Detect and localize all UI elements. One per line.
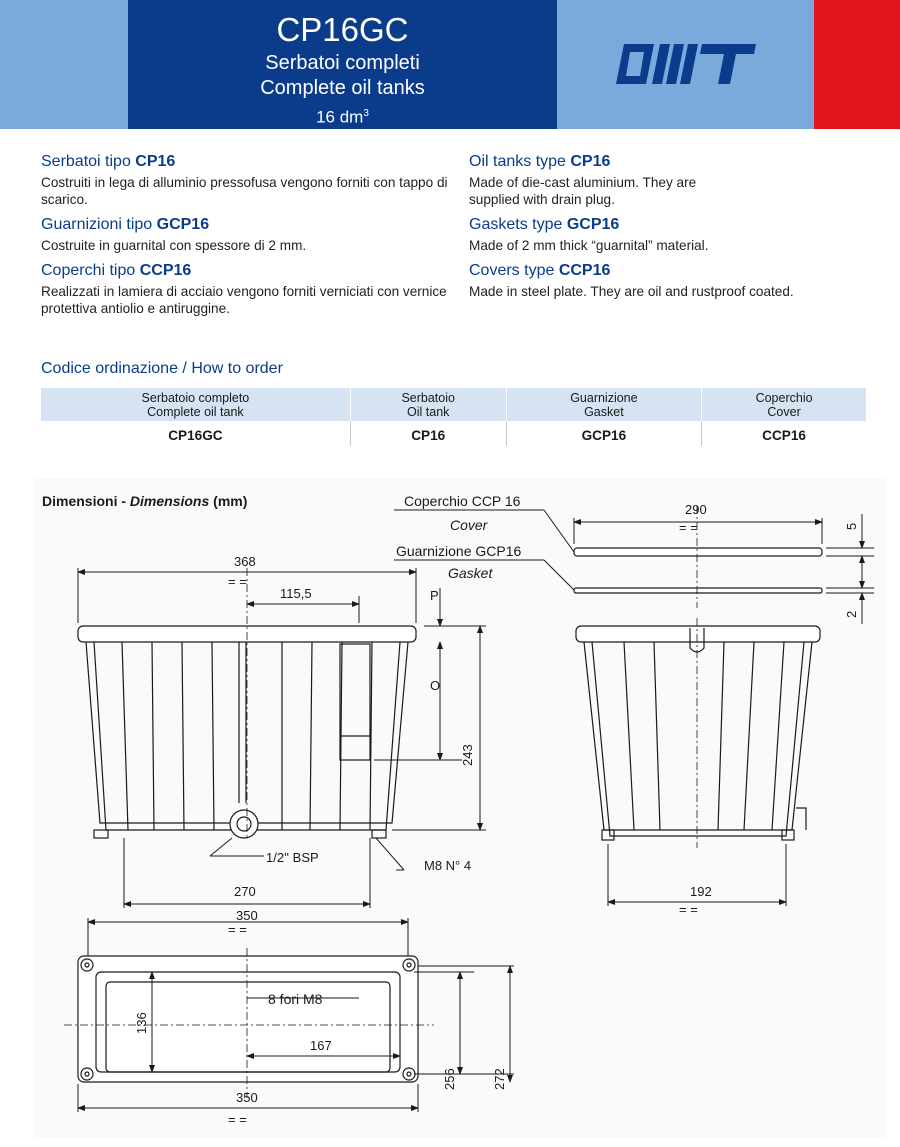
dim-350-upper: 350 [236, 908, 258, 923]
dim-368: 368 [234, 554, 256, 569]
dim-sym: = = [679, 520, 698, 535]
section-title: Serbatoi tipo CP16 [41, 153, 176, 170]
dim-167: 167 [310, 1038, 332, 1053]
order-code: CP16 [350, 421, 506, 446]
order-code-row [41, 421, 866, 446]
header [0, 0, 900, 129]
top-view [78, 956, 418, 1082]
dim-5: 5 [844, 522, 859, 530]
section-title: Guarnizioni tipo GCP16 [41, 216, 210, 233]
header-red-band [814, 0, 900, 129]
order-header-cell: Guarnizione Gasket [506, 388, 702, 421]
dim-350-lower: 350 [236, 1090, 258, 1105]
dim-256: 256 [442, 1068, 457, 1090]
dim-sym: = = [228, 922, 247, 937]
info-italian [41, 152, 451, 324]
info-english [469, 152, 879, 307]
order-code: CCP16 [702, 421, 866, 446]
dim-holes: 8 fori M8 [268, 991, 323, 1007]
order-title: Codice ordinazione / How to order [41, 360, 283, 377]
dim-2: 2 [844, 610, 859, 618]
drawing-svg [34, 478, 886, 1138]
section-title: Covers type CCP16 [469, 262, 611, 279]
order-header-cell: Coperchio Cover [702, 388, 866, 421]
capacity [128, 103, 557, 129]
dim-m8: M8 N° 4 [424, 858, 472, 873]
section-text: Realizzati in lamiera di acciaio vengono forniti verniciati con vernice protettiva antiolio e antiruggine. [41, 284, 447, 316]
section-text: Made in steel plate. They are oil and rustproof coated. [469, 284, 794, 299]
dim-136: 136 [134, 1012, 149, 1034]
order-code: CP16GC [168, 427, 223, 443]
dim-sym: = = [228, 574, 247, 589]
subtitle-english: Complete oil tanks [260, 77, 425, 99]
order-code: GCP16 [506, 421, 702, 446]
order-header-cell: Serbatoio Oil tank [350, 388, 506, 421]
order-table [41, 388, 866, 446]
gasket-label-en: Gasket [448, 565, 493, 581]
omt-logo [610, 40, 760, 88]
dim-243: 243 [460, 744, 475, 766]
section-title: Gaskets type GCP16 [469, 216, 620, 233]
dim-bsp: 1/2'' BSP [266, 850, 319, 865]
dim-290: 290 [685, 502, 707, 517]
header-title-block [128, 0, 557, 129]
capacity-exponent: 3 [363, 108, 369, 119]
capacity-value: 16 dm [316, 107, 364, 127]
dim-o: O [430, 678, 441, 693]
dim-192: 192 [690, 884, 712, 899]
side-view [576, 626, 820, 840]
header-left-band [0, 0, 128, 129]
gasket-label: Guarnizione GCP16 [396, 543, 522, 559]
order-header-cell: Serbatoio completo Complete oil tank [41, 388, 350, 421]
section-text: Costruiti in lega di alluminio pressofusa vengono forniti con tappo di scarico. [41, 175, 448, 207]
order-header-row [41, 388, 866, 421]
section-title: Oil tanks type CP16 [469, 153, 611, 170]
section-text: Made of 2 mm thick “guarnital” material. [469, 238, 709, 253]
section-title: Coperchi tipo CCP16 [41, 262, 192, 279]
section-text: Costruite in guarnital con spessore di 2 mm. [41, 238, 307, 253]
dim-sym: = = [679, 902, 698, 917]
subtitle-italian: Serbatoi completi [265, 52, 420, 74]
dim-272: 272 [492, 1068, 507, 1090]
product-code: CP16GC [276, 11, 409, 48]
dim-115-5: 115,5 [280, 586, 312, 601]
dim-270: 270 [234, 884, 256, 899]
dim-p: P [430, 588, 439, 603]
section-text: Made of die-cast aluminium. They are supplied with drain plug. [469, 175, 697, 207]
technical-drawing [34, 478, 886, 1138]
cover-label-en: Cover [450, 517, 488, 533]
drawing-title: Dimensioni - Dimensions (mm) [42, 493, 248, 509]
dim-sym: = = [228, 1112, 247, 1127]
cover-label: Coperchio CCP 16 [404, 493, 521, 509]
